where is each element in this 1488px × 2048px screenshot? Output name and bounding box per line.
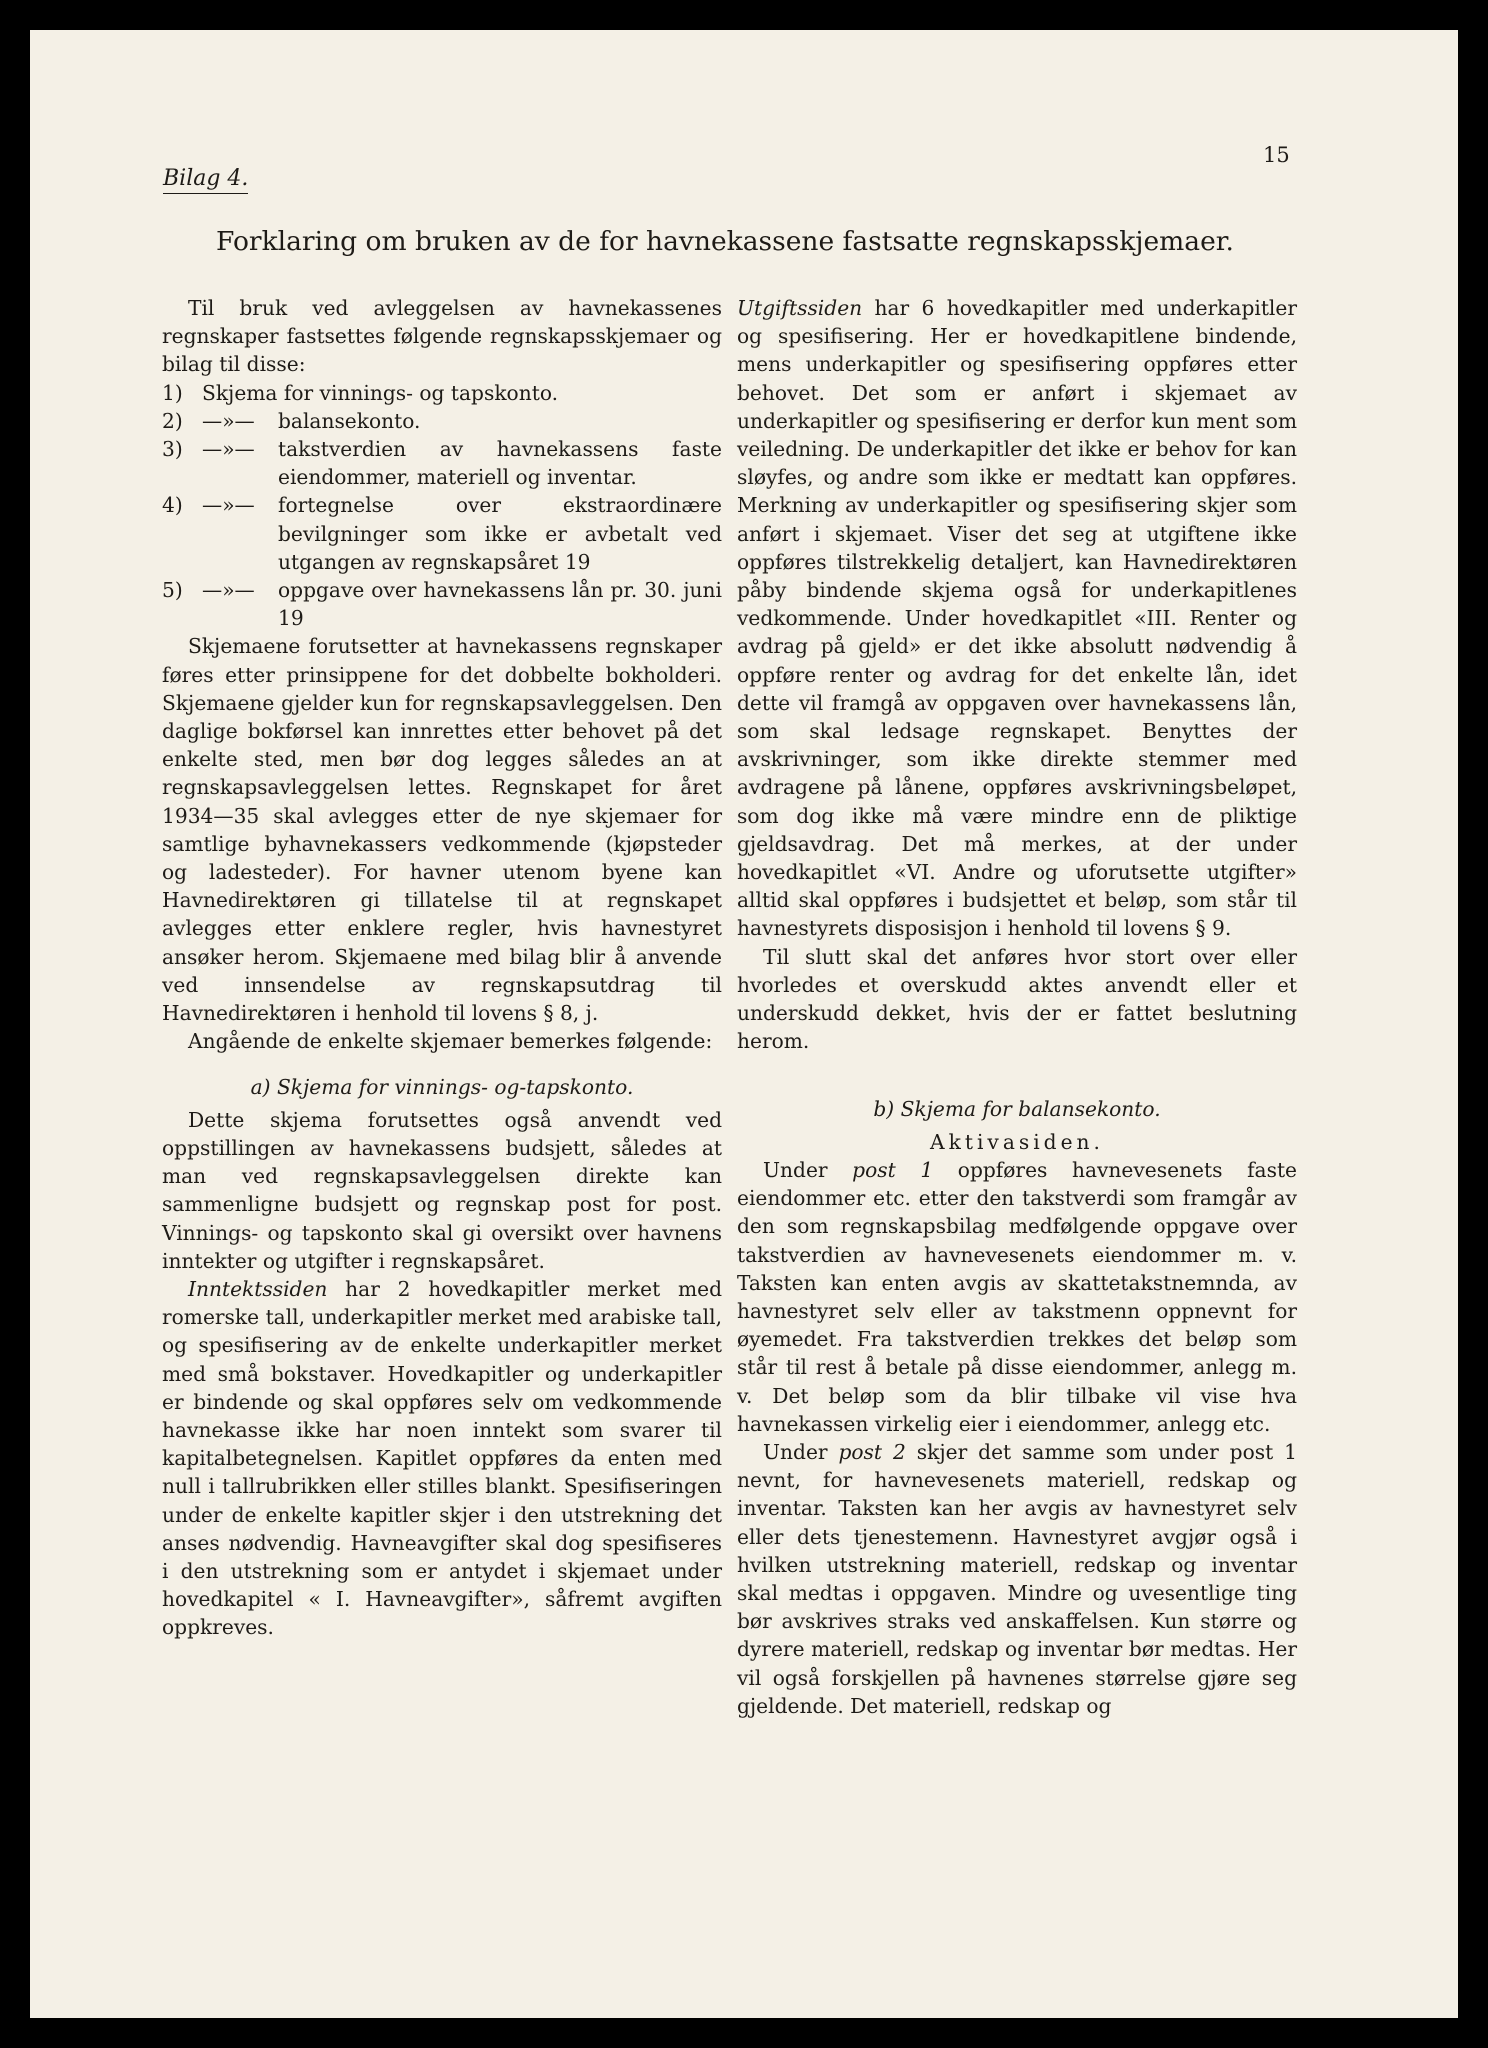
section-heading: a) Skjema for vinnings- og-tapskonto.	[250, 1075, 634, 1100]
document-title: Forklaring om bruken av de for havnekassene fastsatte regnskapsskjemaer.	[216, 226, 1234, 257]
paragraph-text: har 2 hovedkapitler merket med romerske tall, underkapitler merket med arabiske tall, og spesifisering av de enkelte underkapitler merket med små bokstaver. Hovedkapitler og underkapitler er bindende og skal oppføres selv om vedkommende havnekasse ikke har noen inntekt som svarer til kapitalbetegnelsen. Kapitlet oppføres da enten med null i tallrubrikken eller stilles blankt. Spesifiseringen under de enkelte kapitler skjer i den utstrekning det anses nødvendig. Havneavgifter skal dog spesifiseres i den utstrekning som er antydet i skjemaet under hovedkapitel « I. Havneavgifter», såfremt avgiften oppkreves.	[162, 1276, 722, 1640]
list-number: 4)	[162, 493, 183, 518]
emphasis: post 2	[838, 1439, 906, 1464]
emphasis: post 1	[852, 1157, 934, 1182]
ditto-mark: —»—	[202, 408, 255, 433]
paragraph-text: Under	[763, 1157, 853, 1182]
page-number: 15	[1263, 143, 1290, 167]
paragraph	[737, 1438, 1297, 1720]
emphasis: Inntektssiden	[188, 1276, 328, 1301]
list-text: balansekonto.	[278, 408, 421, 433]
paragraph	[162, 1275, 722, 1642]
intro-paragraph: Til bruk ved avleggelsen av havnekassenes regnskaper fastsettes følgende regnskapsskjemaer og bilag til disse:	[162, 296, 722, 377]
emphasis: Utgiftssiden	[737, 296, 863, 320]
list-text: takstverdien av havnekassens faste eiendommer, materiell og inventar.	[278, 437, 722, 490]
paragraph-text: oppføres havnevesenets faste eiendommer etc. etter den takstverdi som framgår av den som regnskapsbilag medfølgende oppgave over takstverdien av havnevesenets eiendommer m. v. Taksten kan enten avgis av skattetakstnemnda, av havnestyret selv eller av takstmenn oppnevnt for øyemedet. Fra takstverdien trekkes det beløp som står til rest å betale på disse eiendommer, anlegg m. v. Det beløp som da blir tilbake vil vise hva havnekassen virkelig eier i eiendommer, anlegg etc.	[737, 1157, 1298, 1436]
list-item	[162, 407, 722, 435]
list-item	[162, 576, 722, 632]
list-number: 5)	[162, 578, 183, 603]
subsection-heading: Aktivasiden.	[930, 1129, 1104, 1154]
list-item	[162, 491, 722, 576]
paragraph: Til slutt skal det anføres hvor stort over eller hvorledes et overskudd aktes anvendt eller et underskudd dekket, hvis der er fattet beslutning herom.	[737, 944, 1297, 1054]
list-item	[162, 435, 722, 491]
list-text: fortegnelse over ekstraordinære bevilgninger som ikke er avbetalt ved utgangen av regnskapsåret 19	[278, 493, 722, 574]
appendix-label: Bilag 4.	[163, 166, 248, 194]
paragraph-text: har 6 hovedkapitler med underkapitler og spesifisering. Her er hovedkapitlene bindende, mens underkapitler og spesifisering oppføres etter behovet. Det som er anført i skjemaet av underkapitler og spesifisering er derfor kun ment som veiledning. De underkapitler det ikke er behov for kan sløyfes, og andre som ikke er medtatt kan oppføres. Merkning av underkapitler og spesifisering skjer som anført i skjemaet. Viser det seg at utgiftene ikke oppføres tilstrekkelig detaljert, kan Havnedirektøren påby bindende skjema også for underkapitlenes vedkommende. Under hovedkapitlet «III. Renter og avdrag på gjeld» er det ikke absolutt nødvendig å oppføre renter og avdrag for det enkelte lån, idet dette vil framgå av oppgaven over havnekassens lån, som skal ledsage regnskapet. Benyttes der avskrivninger, som ikke direkte stemmer med avdragene på lånene, oppføres avskrivningsbeløpet, som dog ikke må være mindre enn de pliktige gjeldsavdrag. Det må merkes, at der under hovedkapitlet «VI. Andre og uforutsette utgifter» alltid skal oppføres i budsjettet et beløp, som står til havnestyrets disposisjon i henhold til lovens § 9.	[737, 296, 1297, 941]
paragraph-text: skjer det samme som under post 1 nevnt, for havnevesenets materiell, redskap og inventar. Taksten kan her avgis av havnestyret selv eller dets tjenestemenn. Havnestyret avgjør også i hvilken utstrekning materiell, redskap og inventar skal medtas i oppgaven. Mindre og uvesentlige ting bør avskrives straks ved anskaffelsen. Kun større og dyrere materiell, redskap og inventar bør medtas. Her vil også forskjellen på havnenes størrelse gjøre seg gjeldende. Det materiell, redskap og	[737, 1439, 1298, 1718]
section-heading: b) Skjema for balansekonto.	[873, 1097, 1161, 1122]
ditto-mark: —»—	[202, 578, 255, 603]
list-number: 3)	[162, 437, 183, 462]
list-text: oppgave over havnekassens lån pr. 30. juni 19	[278, 578, 722, 631]
ditto-mark: —»—	[202, 437, 255, 462]
list-item	[162, 379, 722, 407]
paragraph: Dette skjema forutsettes også anvendt ved oppstillingen av havnekassens budsjett, således at man ved regnskapsavleggelsen direkte kan sammenligne budsjett og regnskap post for post. Vinnings- og tapskonto skal gi oversikt over havnens inntekter og utgifter i regnskapsåret.	[162, 1107, 722, 1273]
right-column	[737, 294, 1297, 1720]
paragraph: Angående de enkelte skjemaer bemerkes følgende:	[188, 1029, 713, 1054]
paragraph: Skjemaene forutsetter at havnekassens regnskaper føres etter prinsippene for det dobbelte bokholderi. Skjemaene gjelder kun for regnskapsavleggelsen. Den daglige bokførsel kan innrettes etter behovet på det enkelte sted, men bør dog legges således an at regnskapsavleggelsen lettes. Regnskapet for året 1934—35 skal avlegges etter de nye skjemaer for samtlige byhavnekassers vedkommende (kjøpsteder og ladesteder). For havner utenom byene kan Havnedirektøren gi tillatelse til at regnskapet avlegges etter enklere regler, hvis havnestyret ansøker herom. Skjemaene med bilag blir å anvende ved innsendelse av regnskapsutdrag til Havnedirektøren i henhold til lovens § 8, j.	[162, 634, 722, 1026]
list-number: 1)	[162, 380, 183, 405]
paragraph-text: Under	[763, 1439, 839, 1464]
left-column	[162, 294, 722, 1642]
list-number: 2)	[162, 408, 183, 433]
ditto-mark: —»—	[202, 493, 255, 518]
list-text: Skjema for vinnings- og tapskonto.	[202, 380, 559, 405]
schema-list	[162, 379, 722, 633]
paragraph	[737, 294, 1297, 943]
paragraph	[737, 1156, 1297, 1438]
